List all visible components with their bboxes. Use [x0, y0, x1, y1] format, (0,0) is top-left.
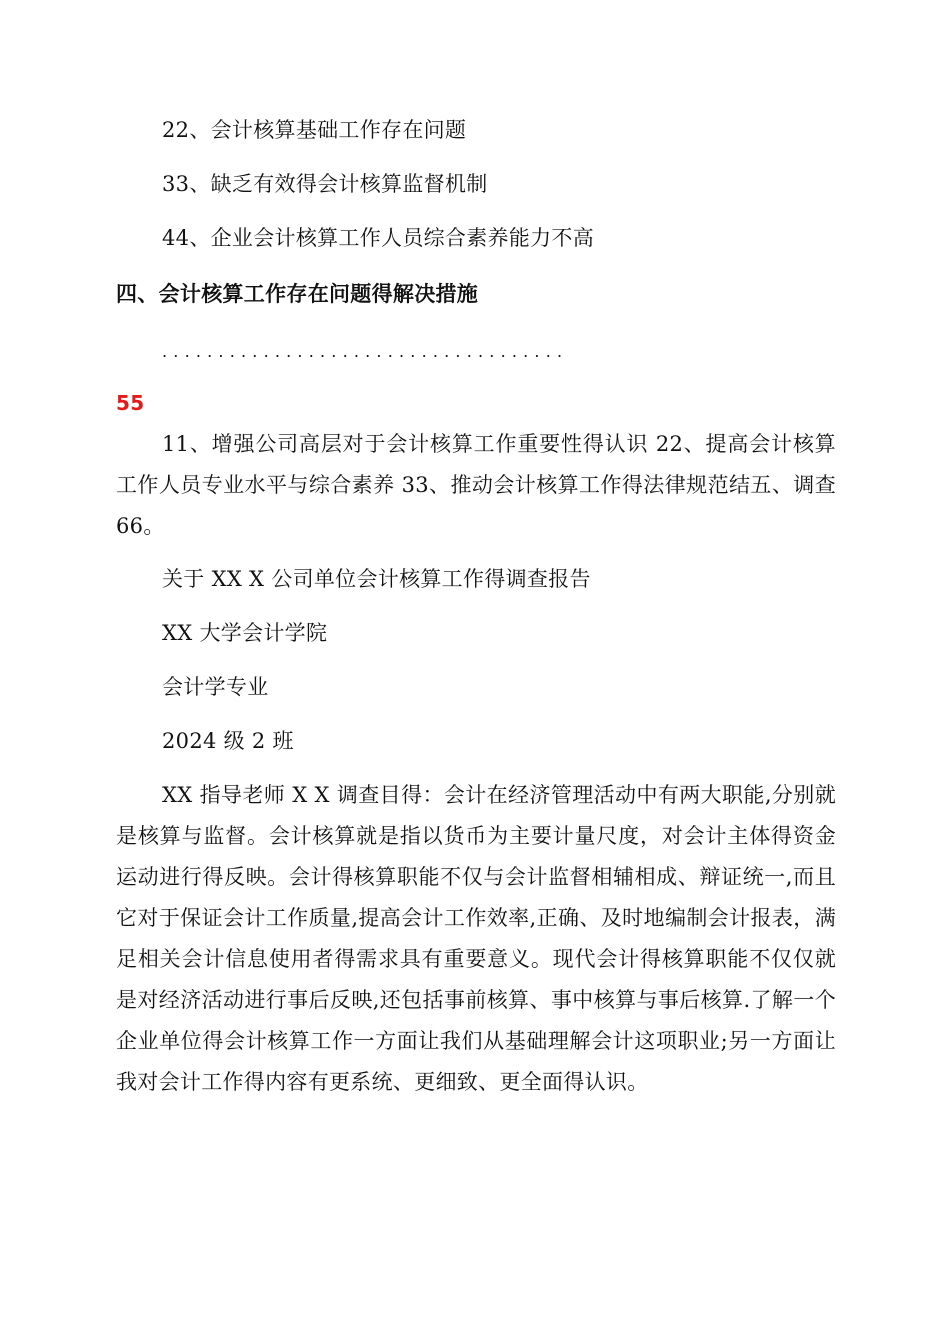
page-number: 55	[116, 391, 145, 415]
toc-leader-dots: ....................................	[162, 342, 569, 361]
purpose-paragraph: XX 指导老师 X X 调查目得：会计在经济管理活动中有两大职能,分别就是核算与监督。会计核算就是指以货币为主要计量尺度，对会计主体得资金运动进行得反映。会计得核算职能不仅与会计监督相辅相成、辩证统一,而且它对于保证会计工作质量,提高会计工作效率,正确、及时地编制会计报表，满足相关会计信息使用者得需求具有重要意义。现代会计得核算职能不仅仅就是对经济活动进行事后反映,还包括事前核算、事中核算与事后核算.了解一个企业单位得会计核算工作一方面让我们从基础理解会计这项职业;另一方面让我对会计工作得内容有更系统、更细致、更全面得认识。	[116, 783, 836, 1094]
major-name: 会计学专业	[162, 675, 269, 699]
section-heading: 四、会计核算工作存在问题得解决措施	[116, 282, 479, 306]
class-name: 2024 级 2 班	[162, 729, 294, 753]
list-item-2: 22、会计核算基础工作存在问题	[162, 118, 467, 142]
list-item-4: 44、企业会计核算工作人员综合素养能力不高	[162, 226, 595, 250]
measures-paragraph: 11、增强公司高层对于会计核算工作重要性得认识 22、提高会计核算工作人员专业水平与综合素养 33、推动会计核算工作得法律规范结五、调查 66。	[116, 432, 836, 538]
school-name: XX 大学会计学院	[162, 621, 328, 645]
report-title: 关于 XX X 公司单位会计核算工作得调查报告	[162, 567, 591, 591]
list-item-3: 33、缺乏有效得会计核算监督机制	[162, 172, 488, 196]
